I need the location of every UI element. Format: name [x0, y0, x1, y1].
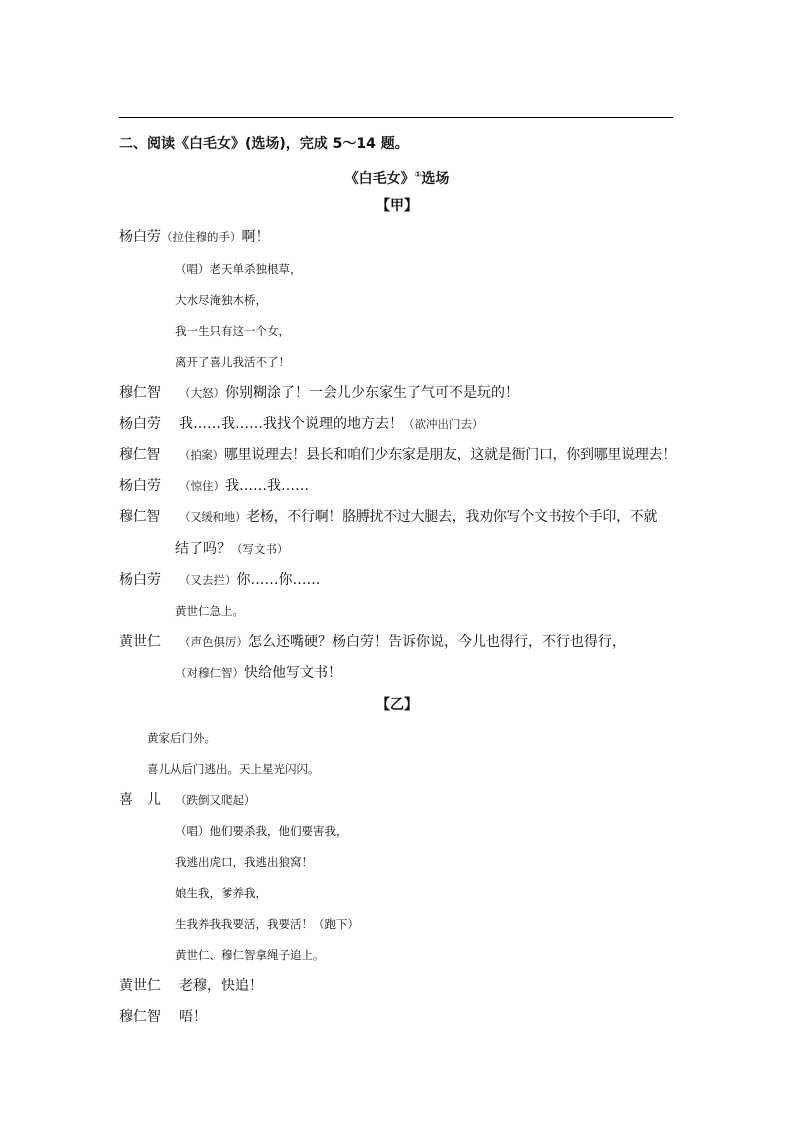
stage-direction: （对穆仁智）: [175, 666, 244, 680]
song-line: 娘生我，爹养我，: [175, 886, 267, 900]
stage-direction: 黄家后门外。: [147, 731, 216, 745]
speaker-name: 穆仁智: [119, 1009, 161, 1025]
stage-direction: （又去拦）: [179, 573, 237, 587]
stage-direction: （大怒）: [179, 386, 225, 400]
footnote-mark: ①: [414, 170, 422, 179]
dialogue-line: [119, 633, 626, 651]
speaker-name: 杨白劳: [119, 229, 161, 245]
dialogue-line: [119, 228, 270, 246]
stage-direction: （跌倒又爬起）: [175, 793, 256, 807]
stage-direction: 黄世仁、穆仁智拿绳子追上。: [175, 948, 325, 962]
speaker-name: 杨白劳: [119, 572, 161, 588]
stage-direction: （又缓和地）: [179, 510, 247, 524]
dialogue-text: 快给他写文书！: [244, 665, 342, 681]
dialogue-continuation: [175, 540, 289, 558]
dialogue-text: 怎么还嘴硬？杨白劳！告诉你说，今儿也得行，不行也得行，: [248, 634, 626, 650]
dialogue-text: 你……你……: [236, 572, 321, 588]
speaker-name: 穆仁智: [119, 509, 161, 525]
speaker-name: 穆仁智: [119, 385, 161, 401]
song-line: （唱）老天单杀独根草，: [175, 262, 302, 276]
song-line: 大水尽淹独木桥，: [175, 293, 267, 307]
stage-direction: （欲冲出门去）: [403, 417, 484, 431]
dialogue-line: [119, 571, 321, 589]
play-title-suffix: 选场: [421, 171, 450, 187]
dialogue-text: 老杨，不行啊！胳膊扰不过大腿去，我劝你写个文书按个手印，不就: [246, 509, 658, 525]
play-title: [0, 166, 794, 188]
stage-direction: （拉住穆的手）: [161, 230, 242, 244]
dialogue-text: 结了吗？: [175, 541, 231, 557]
section-yi-heading: 【乙】: [376, 697, 418, 713]
play-title-text: 《白毛女》: [344, 171, 415, 187]
speaker-name: 杨白劳: [119, 478, 161, 494]
dialogue-line: [119, 977, 263, 995]
stage-direction: （拍案）: [179, 448, 224, 462]
dialogue-text: 哪里说理去！县长和咱们少东家是朋友，这就是衙门口，你到哪里说理去！: [223, 447, 676, 463]
dialogue-line: [119, 508, 657, 526]
dialogue-text: 唔！: [179, 1009, 207, 1025]
dialogue-text: 啊！: [241, 229, 270, 245]
section-jia-heading: 【甲】: [376, 198, 418, 214]
stage-direction: 黄世仁急上。: [175, 604, 244, 618]
stage-direction: 喜儿从后门逃出。天上星光闪闪。: [147, 762, 320, 776]
top-rule: [119, 117, 673, 118]
song-line: （唱）他们要杀我，他们要害我，: [175, 824, 348, 838]
dialogue-line: [119, 415, 484, 433]
stage-direction: （写文书）: [231, 542, 289, 556]
dialogue-line: [119, 477, 309, 495]
dialogue-text: 你别糊涂了！一会儿少东家生了气可不是玩的！: [225, 385, 519, 401]
dialogue-line: [119, 384, 519, 402]
song-line: 生我养我我要活，我要活！（跑下）: [175, 917, 359, 931]
song-line: 离开了喜儿我活不了！: [175, 355, 290, 369]
dialogue-line: [119, 791, 256, 809]
dialogue-line: [119, 1008, 207, 1026]
dialogue-continuation: [175, 664, 342, 682]
question-heading: 二、阅读《白毛女》(选场)，完成 5～14 题。: [119, 136, 409, 152]
song-line: 我逃出虎口，我逃出狼窝！: [175, 855, 313, 869]
dialogue-text: 我……我……: [225, 478, 309, 494]
song-line: 我一生只有这一个女，: [175, 324, 290, 338]
stage-direction: （声色俱厉）: [179, 635, 248, 649]
speaker-name: 穆仁智: [119, 447, 161, 463]
speaker-name: 喜 儿: [119, 792, 161, 808]
stage-direction: （惊住）: [179, 479, 225, 493]
dialogue-text: 我……我……我找个说理的地方去！: [179, 416, 403, 432]
speaker-name: 杨白劳: [119, 416, 161, 432]
dialogue-text: 老穆，快追！: [179, 978, 263, 994]
dialogue-line: [119, 446, 676, 464]
speaker-name: 黄世仁: [119, 634, 161, 650]
speaker-name: 黄世仁: [119, 978, 161, 994]
